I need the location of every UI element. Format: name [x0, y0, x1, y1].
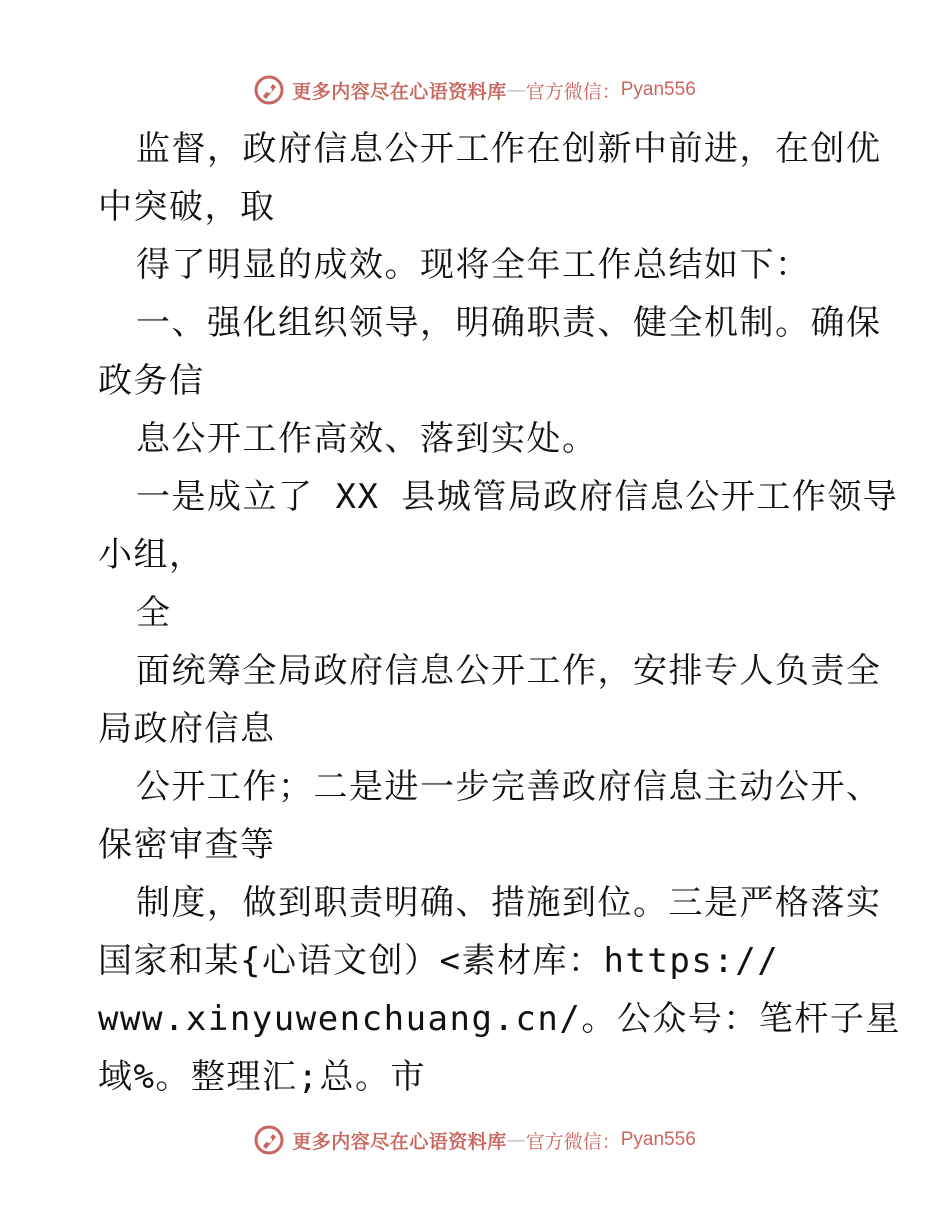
- wechat-id: Pyan556: [620, 1129, 696, 1150]
- banner-separator: —: [506, 79, 526, 101]
- banner-text: 更多内容尽在心语资料库: [292, 80, 507, 103]
- banner-text: 更多内容尽在心语资料库: [292, 1130, 507, 1153]
- footer-banner: [0, 1120, 950, 1160]
- pen-circle-logo-icon: [254, 1125, 284, 1155]
- text-line: 面统筹全局政府信息公开工作，安排专人负责全: [136, 651, 882, 691]
- text-line: 得了明显的成效。现将全年工作总结如下：: [136, 245, 811, 285]
- text-line: 制度，做到职责明确、措施到位。三是严格落实: [136, 883, 882, 923]
- text-line: 一是成立了 XX 县城管局政府信息公开工作领导: [136, 477, 899, 517]
- wechat-label: 官方微信：: [525, 1130, 621, 1153]
- pen-circle-logo-icon: [254, 75, 284, 105]
- text-line: 全: [136, 593, 172, 633]
- document-body: [98, 120, 901, 1106]
- text-line: 国家和某{心语文创）<素材库：https://: [98, 941, 780, 981]
- text-line: 息公开工作高效、落到实处。: [136, 419, 598, 459]
- wechat-label: 官方微信：: [525, 80, 621, 103]
- banner-separator: —: [506, 1129, 526, 1151]
- text-line: 中突破，取: [98, 187, 276, 227]
- wechat-id: Pyan556: [620, 79, 696, 100]
- text-line: 公开工作；二是进一步完善政府信息主动公开、: [136, 767, 882, 807]
- text-line: 保密审查等: [98, 825, 276, 865]
- text-line: 小组，: [98, 535, 205, 575]
- text-line: www.xinyuwenchuang.cn/。公众号：笔杆子星: [98, 999, 901, 1039]
- text-line: 域%。整理汇;总。市: [98, 1057, 426, 1097]
- text-line: 局政府信息: [98, 709, 276, 749]
- text-line: 政务信: [98, 361, 205, 401]
- text-line: 监督，政府信息公开工作在创新中前进，在创优: [136, 129, 882, 169]
- header-banner: [0, 70, 950, 110]
- text-line: 一、强化组织领导，明确职责、健全机制。确保: [136, 303, 882, 343]
